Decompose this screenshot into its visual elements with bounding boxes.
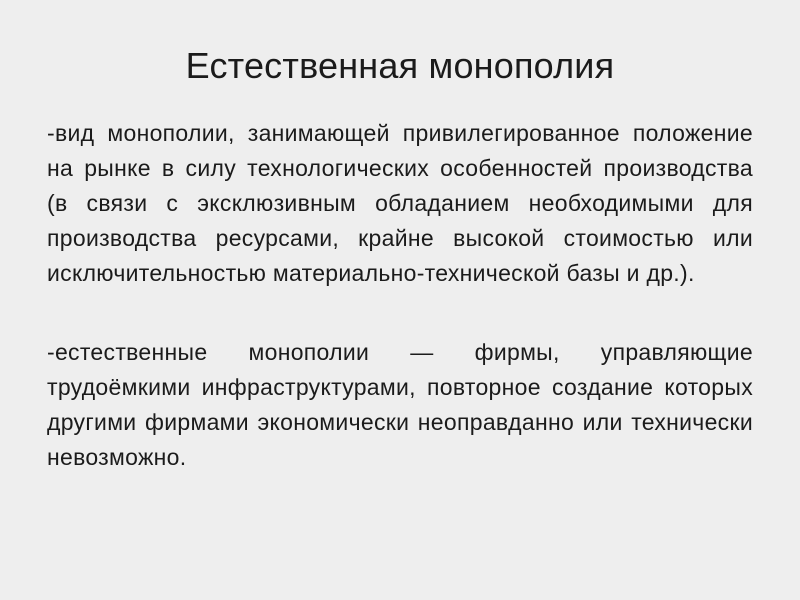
slide-body xyxy=(47,116,753,475)
natural-monopolies-paragraph: -естественные монополии — фирмы, управляющие трудоёмкими инфраструктурами, повторное создание которых другими фирмами экономически неоправданно или технически невозможно. xyxy=(47,339,753,470)
slide-title: Естественная монополия xyxy=(185,45,615,86)
definition-paragraph: -вид монополии, занимающей привилегированное положение на рынке в силу технологических особенностей производства (в связи с эксклюзивным обладанием необходимыми для производства ресурсами, крайне высокой стоимостью или исключительностью материально-технической базы и др.). xyxy=(47,120,753,286)
